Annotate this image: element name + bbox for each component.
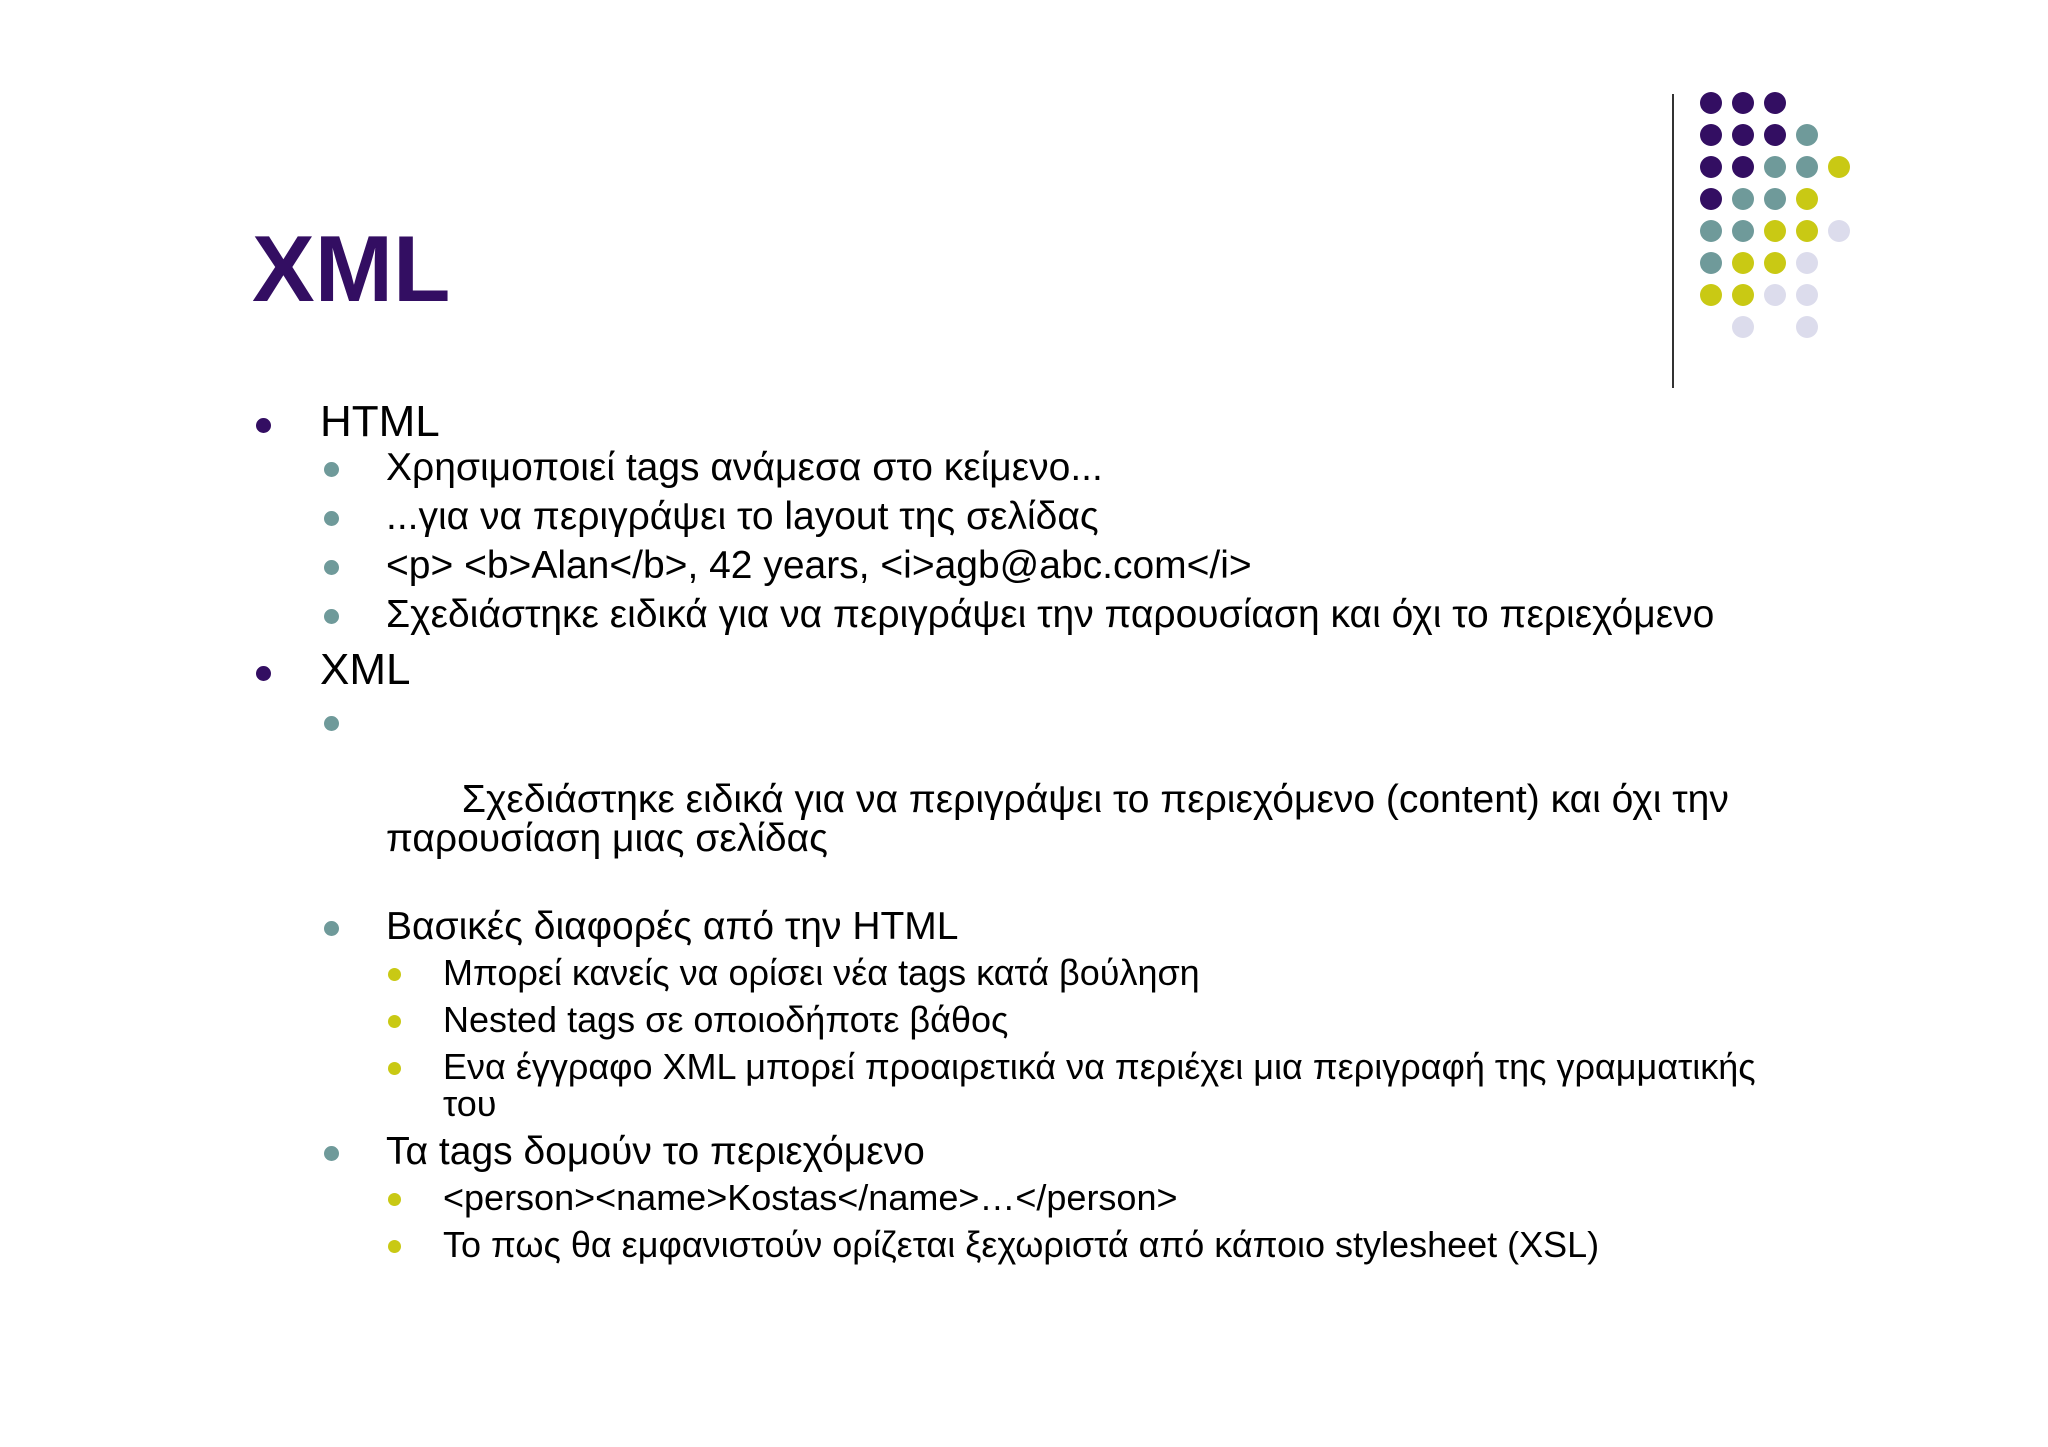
bullet-icon [256,666,271,681]
section-heading-xml [252,646,1812,694]
list-item [252,702,1812,897]
decorative-dot [1764,284,1786,306]
list-item-text: Σχεδιάστηκε ειδικά για να περιγράψει το περιεχόμενο (content) και όχι την παρουσίαση μιας σελίδας [386,778,1740,860]
bullet-icon [256,418,271,433]
dot-grid-decoration [1700,92,1880,352]
list-item-text: ...για να περιγράψει το layout της σελίδας [386,495,1099,538]
sub-list-item [252,1179,1812,1216]
bullet-icon [324,462,339,477]
decorative-dot [1732,220,1754,242]
list-item [252,907,1812,946]
sub-list-item [252,954,1812,991]
decorative-dot [1732,252,1754,274]
decorative-dot [1700,156,1722,178]
sub-list-item-text: Μπορεί κανείς να ορίσει νέα tags κατά βούληση [443,952,1200,993]
bullet-icon [324,921,339,936]
bullet-icon [388,968,401,981]
bullet-icon [324,1146,339,1161]
sub-list-item [252,1001,1812,1038]
bullet-icon [388,1015,401,1028]
decorative-dot [1700,188,1722,210]
decorative-dot [1796,284,1818,306]
sub-list-item-text: <person><name>Kostas</name>…</person> [443,1177,1178,1218]
decorative-dot [1796,220,1818,242]
sub-list-item [252,1048,1812,1122]
list-item-text: Σχεδιάστηκε ειδικά για να περιγράψει την παρουσίαση και όχι το περιεχόμενο [386,593,1715,636]
list-item-text: <p> <b>Alan</b>, 42 years, <i>agb@abc.com</i> [386,544,1252,587]
section-heading-html [252,398,1812,446]
bullet-icon [324,560,339,575]
bullet-icon [388,1062,401,1075]
decorative-dot [1764,252,1786,274]
decorative-dot [1796,252,1818,274]
decorative-dot [1732,188,1754,210]
decorative-dot [1732,124,1754,146]
bullet-icon [388,1240,401,1253]
slide-title: XML [252,216,451,321]
decorative-dot [1732,284,1754,306]
bullet-icon [324,511,339,526]
decorative-dot [1796,124,1818,146]
slide-body [252,398,1812,1273]
bullet-icon [388,1193,401,1206]
decorative-dot [1828,156,1850,178]
decorative-dot [1732,316,1754,338]
decorative-dot [1700,92,1722,114]
list-item-text: Βασικές διαφορές από την HTML [386,905,959,948]
decorative-dot [1764,124,1786,146]
list-item-text: Χρησιμοποιεί tags ανάμεσα στο κείμενο... [386,446,1103,489]
decorative-dot [1796,188,1818,210]
bullet-icon [324,716,339,731]
decorative-dot [1700,284,1722,306]
bullet-icon [324,609,339,624]
decorative-dot [1764,92,1786,114]
decorative-dot [1828,220,1850,242]
decorative-dot [1764,220,1786,242]
sub-list-item-text: Το πως θα εμφανιστούν ορίζεται ξεχωριστά από κάποιο stylesheet (XSL) [443,1224,1600,1265]
decorative-dot [1796,316,1818,338]
sub-list-item [252,1226,1812,1263]
list-item [252,497,1812,536]
decorative-dot [1700,252,1722,274]
vertical-divider [1672,94,1674,388]
decorative-dot [1764,188,1786,210]
list-item-text: Τα tags δομούν το περιεχόμενο [386,1130,925,1173]
list-item [252,546,1812,585]
decorative-dot [1764,156,1786,178]
decorative-dot [1732,156,1754,178]
list-item [252,595,1812,634]
decorative-dot [1700,124,1722,146]
section-heading-text: XML [320,645,411,694]
sub-list-item-text: Ενα έγγραφο XML μπορεί προαιρετικά να περιέχει μια περιγραφή της γραμματικής του [443,1046,1756,1124]
decorative-dot [1796,156,1818,178]
sub-list-item-text: Nested tags σε οποιοδήποτε βάθος [443,999,1009,1040]
list-item [252,1132,1812,1171]
decorative-dot [1700,220,1722,242]
decorative-dot [1732,92,1754,114]
list-item [252,448,1812,487]
section-heading-text: HTML [320,397,440,446]
